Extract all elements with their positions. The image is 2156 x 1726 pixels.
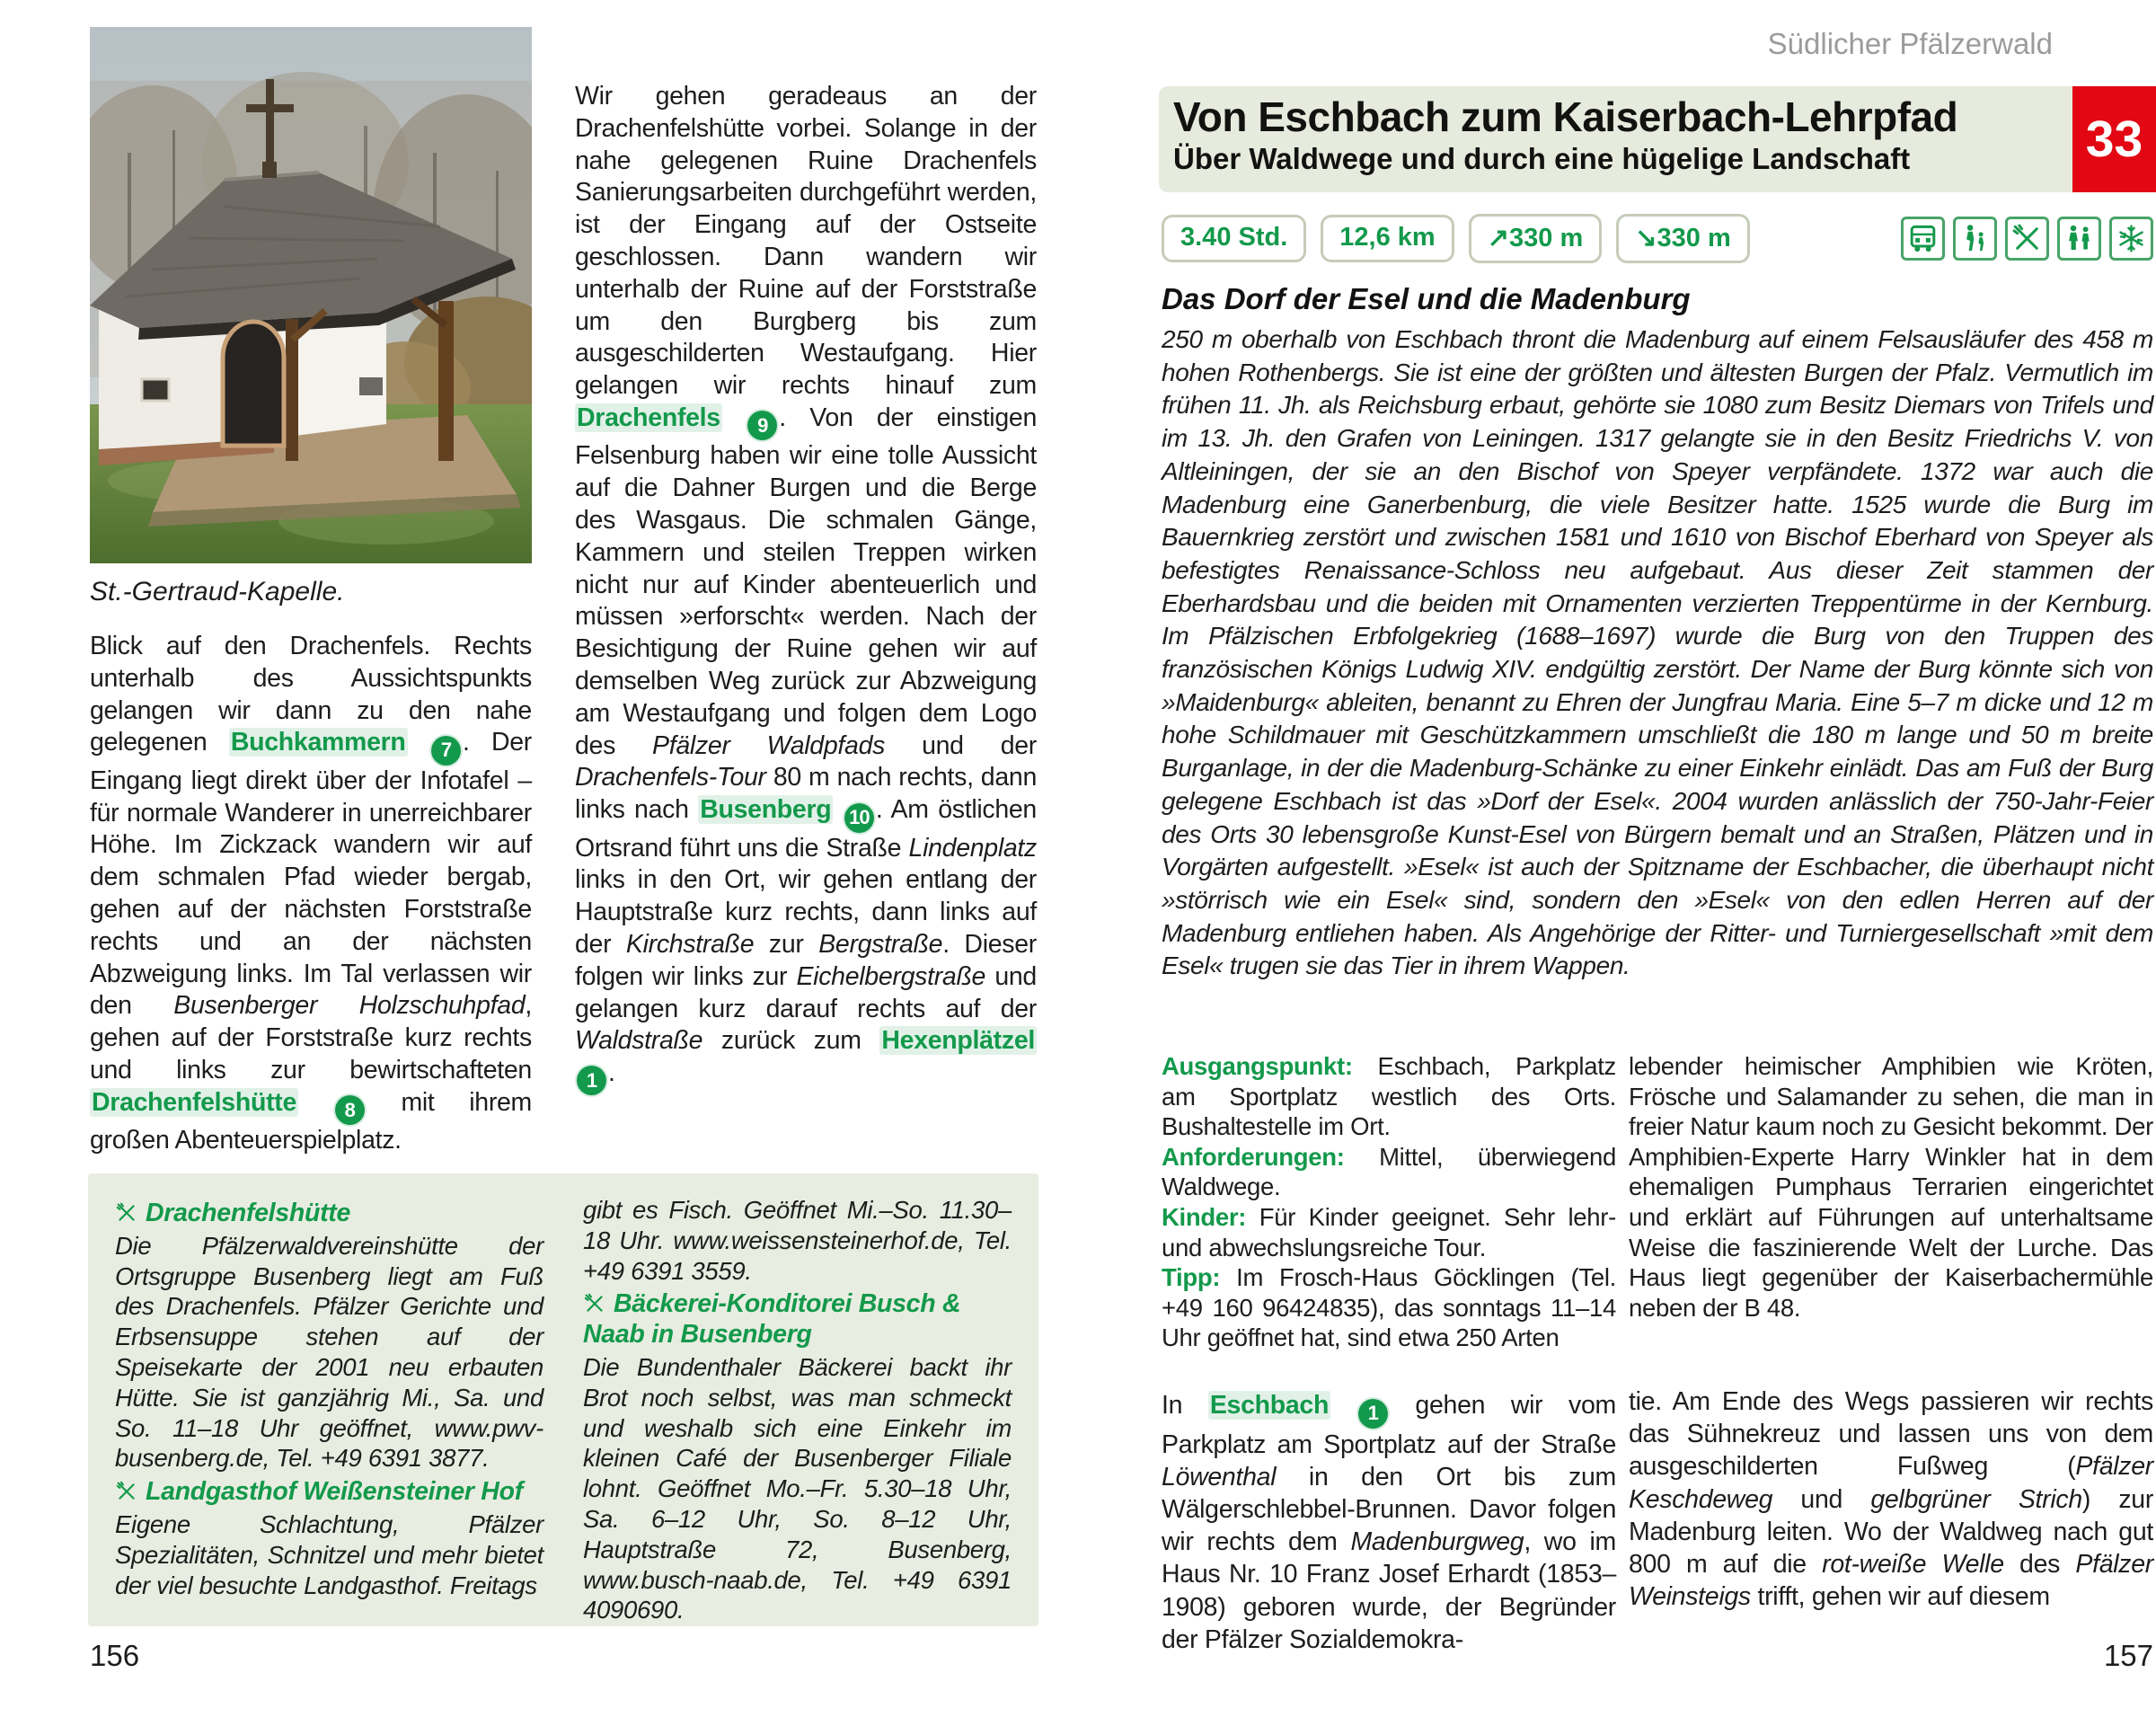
info-box-entry-title — [115, 1477, 543, 1508]
intro-heading: Das Dorf der Esel und die Madenburg — [1162, 282, 1691, 315]
tour-title-block — [1159, 86, 2072, 192]
region-header: Südlicher Pfälzerwald — [1767, 27, 2053, 60]
page-number-left: 156 — [90, 1639, 140, 1672]
waypoint-number-badge: 10 — [844, 803, 874, 833]
tour-number-badge: 33 — [2072, 86, 2156, 192]
info-box-entry-text: Die Pfälzerwaldvereinshütte der Ortsgruppe Busenberg liegt am Fuß des Drachenfels. Pfälzer Gerichte und Erbsensuppe stehen auf der Speisekarte der 2001 neu erbauten Hütte. Sie ist ganzjährig Mi., Sa. und So. 11–18 Uhr geöffnet, www.pwv-busenberg.de, Tel. +49 6391 3877. — [115, 1231, 543, 1473]
ascent-badge: ↗330 m — [1469, 214, 1603, 263]
gastronomy-info-box — [88, 1173, 1038, 1626]
info-box-continuation-text: gibt es Fisch. Geöffnet Mi.–So. 11.30–18 Uhr. www.weissensteinerhof.de, Tel. +49 6391 3559. — [583, 1196, 1012, 1285]
route-description-column-2: tie. Am Ende des Wegs passieren wir rechts das Sühnekreuz und lassen uns von dem ausgeschilderten Fußweg (Pfälzer Keschdeweg und gelbgrüner Strich) zur Madenburg leiten. Wo der Waldweg nach gut 800 m auf die rot-weiße Welle des Pfälzer Weinsteigs trifft, gehen wir auf diesem — [1629, 1387, 2154, 1612]
info-box-entry-text: Die Bundenthaler Bäckerei backt ihr Brot noch selbst, was man schmeckt und weshalb sich eine Einkehr im kleinen Café der Busenberger Filiale lohnt. Geöffnet Mo.–Fr. 5.30–18 Uhr, Sa. 6–12 Uhr, So. 8–12 Uhr, Hauptstraße 72, Busenberg, www.busch-naab.de, Tel. +49 6391 4090690. — [583, 1352, 1012, 1624]
photo-caption: St.-Gertraud-Kapelle. — [90, 577, 345, 606]
cutlery-icon — [583, 1292, 606, 1315]
fact-tip: Tipp: Im Frosch-Haus Göcklingen (Tel. +49 160 96424835), das sonntags 11–14 Uhr geöffnet hat, sind etwa 250 Arten — [1162, 1263, 1616, 1352]
route-description-column-1: In Eschbach 1 gehen wir vom Parkplatz am Sportplatz auf der Straße Löwenthal in den Ort bis zum Wälgerschlebbel-Brunnen. Davor folgen wir rechts dem Madenburgweg, wo im Haus Nr. 10 Franz Josef Erhardt (1853–1908) geboren wurde, der Begründer der Pfälzer Sozialdemokra- — [1162, 1391, 1616, 1654]
cutlery-icon — [115, 1480, 138, 1503]
fact-start: Ausgangspunkt: Eschbach, Parkplatz am Sportplatz westlich des Orts. Bushaltestelle im Ort. — [1162, 1052, 1616, 1141]
page-number-right: 157 — [2103, 1639, 2153, 1672]
descent-badge: ↘330 m — [1616, 214, 1750, 263]
cutlery-icon — [115, 1201, 138, 1225]
tour-feature-icons — [1901, 217, 2153, 261]
intro-paragraph: 250 m oberhalb von Eschbach thront die Madenburg auf einem Felsausläufer des 458 m hohen Rothenbergs. Sie ist eine der größten und ältesten Burgen der Pfalz. Vermutlich im frühen 11. Jh. als Reichsburg erbaut, gehörte sie 1080 zum Besitz Diemars von Trifels und im 13. Jh. den Grafen von Leiningen. 1317 gelangte sie in den Besitz Friedrichs V. von Altleiningen, der sie an den Bischof von Speyer verpfändete. 1372 war auch die Madenburg eine Ganerbenburg, die viele Besitzer hatte. 1525 wurde die Burg im Bauernkrieg zerstört und zwischen 1581 und 1610 von Bischof Eberhard von Speyer als befestigtes Renaissance-Schloss neu aufgebaut. Aus dieser Zeit stammen der Eberhardsbau und die beiden mit Ornamenten verzierten Treppentürme in der Kernburg. Im Pfälzischen Erbfolgekrieg (1688–1697) wurde die Burg von den Truppen des französischen Königs Ludwig XIV. endgültig zerstört. Der Name der Burg könnte sich von »Maidenburg« ableiten, benannt zu Ehren der Jungfrau Maria. Eine 5–7 m dicke und 12 m hohe Schildmauer mit Geschützkammern umschließt die 180 m lange und 50 m breite Burganlage, in der die Madenburg-Schänke zu einer Einkehr einlädt. Das am Fuß der Burg gelegene Eschbach ist das »Dorf der Esel«. 2004 wurden anlässlich der 750-Jahr-Feier des Orts 30 lebensgroße Kunst-Esel von Bürgern bemalt und an Straßen, Plätzen und in Vorgärten aufgestellt. »Esel« ist auch der Spitzname der Eschbacher, die überhaupt nicht »störrisch wie ein Esel« sind, sondern den »Esel« von den edlen Herren auf der Madenburg entliehen haben. Als Angehörige der Ritter- und Turniergesellschaft »mit dem Esel« trugen sie das Tier in ihrem Wappen. — [1162, 325, 2153, 980]
family-icon — [2057, 217, 2101, 261]
tour-title: Von Eschbach zum Kaiserbach-Lehrpfad — [1173, 93, 1958, 140]
waypoint-number-badge: 9 — [747, 411, 777, 440]
fact-requirements: Anforderungen: Mittel, überwiegend Waldwege. — [1162, 1142, 1616, 1201]
bus-icon — [1901, 217, 1945, 261]
info-box-entry-title — [115, 1199, 543, 1229]
restaurant-cutlery-icon — [2005, 217, 2049, 261]
info-box-column-1 — [115, 1195, 543, 1617]
snowflake-icon — [2109, 217, 2153, 261]
waypoint-number-badge: 1 — [1358, 1399, 1388, 1429]
info-box-column-2 — [583, 1195, 1012, 1624]
tour-facts-continuation: lebender heimischer Amphibien wie Kröten, Frösche und Salamander zu sehen, die man in freier Natur kaum noch zu Gesicht bekommt. Der Amphibien-Experte Harry Winkler hat in dem ehemaligen Pumphaus Terrarien eingerichtet und erklärt auf Führungen auf unterhaltsame Weise die faszinierende Welt der Lurche. Das Haus liegt gegenüber der Kaiserbachermühle neben der B 48. — [1629, 1052, 2153, 1322]
hiker-with-child-icon — [1953, 217, 1997, 261]
tour-facts-column — [1162, 1051, 1616, 1353]
waypoint-number-badge: 7 — [431, 736, 461, 766]
info-box-entry-title-text: Bäckerei-Konditorei Busch & Naab in Busenberg — [583, 1289, 961, 1350]
tour-subtitle: Über Waldwege und durch eine hügelige Landschaft — [1173, 142, 1911, 175]
info-box-entry-title-text: Drachenfelshütte — [146, 1199, 351, 1227]
info-box-entry-title — [583, 1289, 1012, 1350]
fact-children: Kinder: Für Kinder geeignet. Sehr lehr- und abwechslungsreiche Tour. — [1162, 1202, 1616, 1261]
chapel-photo-illustration — [90, 27, 532, 563]
middle-column-text: Wir gehen geradeaus an der Drachenfelshütte vorbei. Solange in der nahe gelegenen Ruine Drachenfels Sanierungsarbeiten durchgeführt werden, ist der Eingang auf der Ostseite geschlossen. Dann wandern wir unterhalb der Ruine auf der Forststraße um den Burgberg bis zum ausgeschilderten Westaufgang. Hier gelangen wir rechts hinauf zum Drachenfels 9 . Von der einstigen Felsenburg haben wir eine tolle Aussicht auf die Dahner Burgen und die Berge des Wasgaus. Die schmalen Gänge, Kammern und steilen Treppen wirken nicht nur auf Kinder abenteuerlich und müssen »erforscht« werden. Nach der Besichtigung der Ruine gehen wir auf demselben Weg zurück zur Abzweigung am Westaufgang und folgen dem Logo des Pfälzer Waldpfads und der Drachenfels-Tour 80 m nach rechts, dann links nach Busenberg 10 . Am östlichen Ortsrand führt uns die Straße Lindenplatz links in den Ort, wir gehen entlang der Hauptstraße kurz rechts, dann links auf der Kirchstraße zur Bergstraße. Dieser folgen wir links zur Eichelbergstraße und gelangen kurz darauf rechts auf der Waldstraße zurück zum Hexenplätzel 1 . — [575, 81, 1037, 1095]
duration-badge: 3.40 Std. — [1162, 215, 1306, 262]
info-box-entry-text: Eigene Schlachtung, Pfälzer Spezialitäten, Schnitzel und mehr bietet der viel besuchte Landgasthof. Freitags — [115, 1509, 543, 1599]
left-column-text: Blick auf den Drachenfels. Rechts unterhalb des Aussichtspunkts gelangen wir dann zu den nahe gelegenen Buchkammern 7 . Der Eingang liegt direkt über der Infotafel – für normale Wanderer in unerreichbarer Höhe. Im Zickzack wandern wir auf dem schmalen Pfad wieder bergab, gehen auf der nächsten Forststraße rechts und an der nächsten Abzweigung links. Im Tal verlassen wir den Busenberger Holzschuhpfad, gehen auf der Forststraße kurz rechts und links zur bewirtschafteten Drachenfelshütte 8 mit ihrem großen Abenteuerspielplatz. — [90, 632, 533, 1155]
waypoint-number-badge: 8 — [335, 1095, 365, 1125]
chapel-photo — [90, 27, 532, 563]
waypoint-number-badge: 1 — [577, 1066, 606, 1095]
tour-stats-row — [1162, 214, 2153, 263]
info-box-entry-title-text: Landgasthof Weißensteiner Hof — [146, 1477, 523, 1507]
distance-badge: 12,6 km — [1321, 215, 1454, 262]
